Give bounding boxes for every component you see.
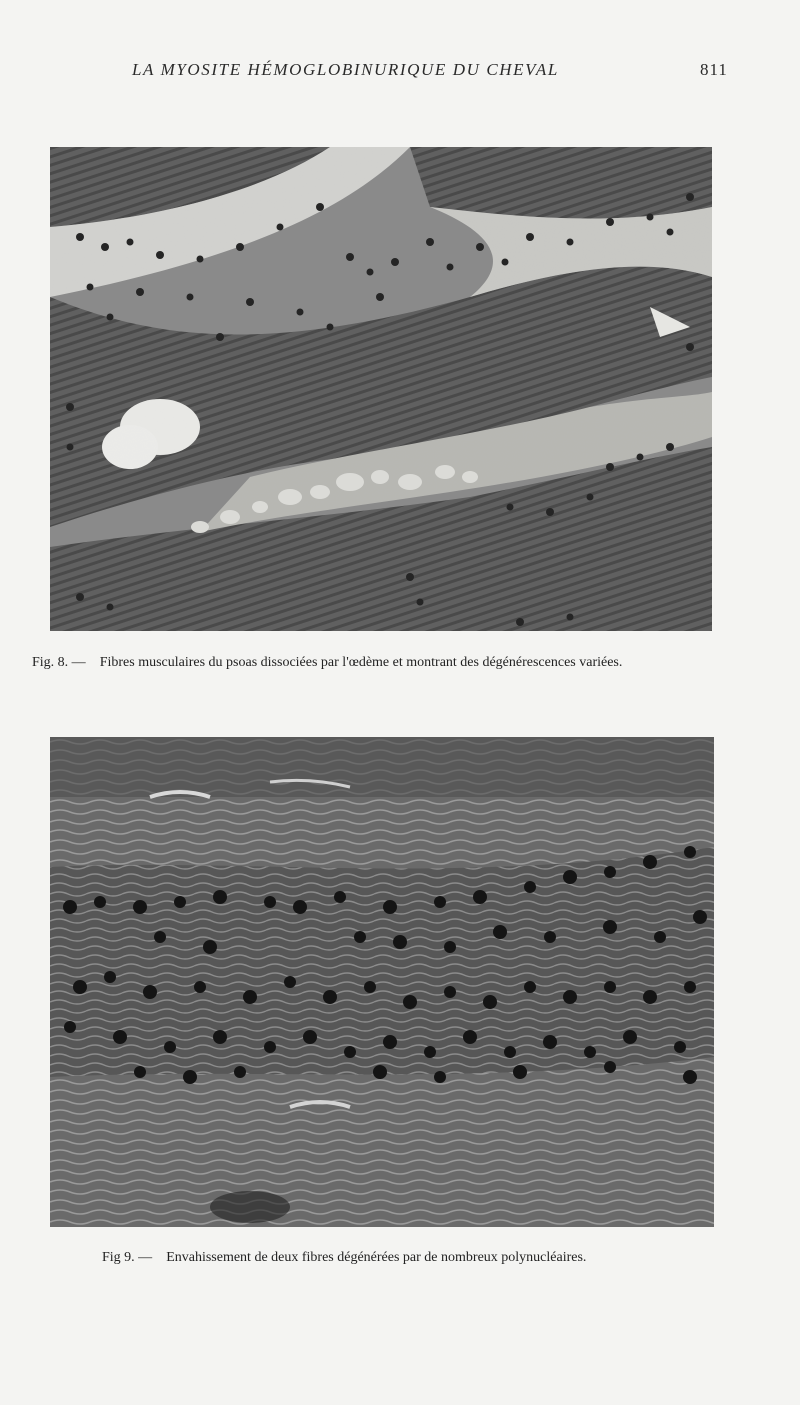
running-title: LA MYOSITE HÉMOGLOBINURIQUE DU CHEVAL [132, 60, 559, 79]
figure-8-micrograph [50, 147, 712, 631]
figure-8-label: Fig. 8. — [32, 655, 86, 670]
running-head [0, 60, 800, 84]
figure-9-caption [102, 1250, 586, 1266]
figure-9-caption-text: Envahissement de deux fibres dégénérées par de nombreux polynucléaires. [166, 1250, 587, 1265]
figure-9-label: Fig 9. — [102, 1250, 153, 1265]
micrograph-8-image [50, 147, 712, 631]
figure-8-caption [32, 655, 622, 671]
figure-9-micrograph [50, 737, 714, 1227]
figure-8-caption-text: Fibres musculaires du psoas dissociées par l'œdème et montrant des dégénérescences variées. [99, 655, 623, 670]
micrograph-9-image [50, 737, 714, 1227]
page-number: 811 [700, 60, 728, 79]
